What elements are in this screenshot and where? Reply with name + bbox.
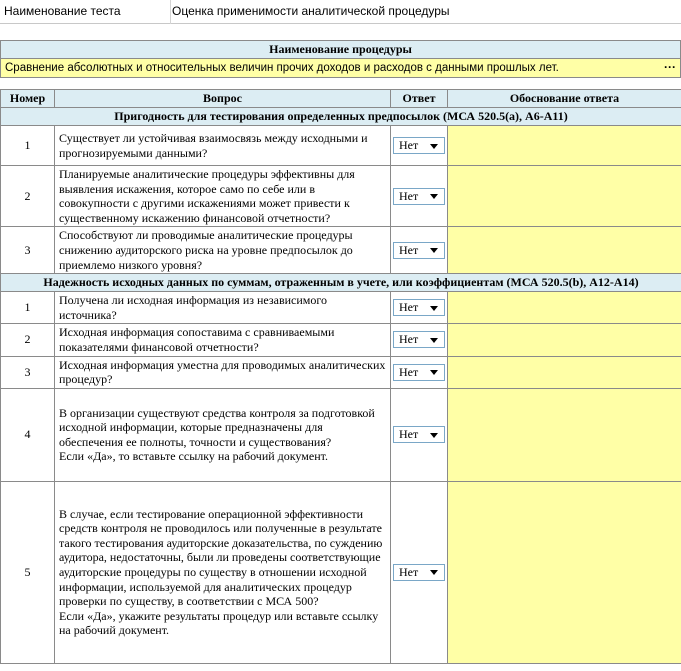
question-text: Исходная информация уместна для проводимых аналитических процедур? <box>55 356 391 388</box>
answer-dropdown[interactable] <box>393 242 445 259</box>
answer-cell <box>391 292 448 324</box>
table-row <box>1 292 681 324</box>
table-row <box>1 166 681 227</box>
chevron-down-icon[interactable] <box>430 248 438 253</box>
answer-dropdown-value: Нет <box>399 364 419 379</box>
test-name-label: Наименование теста <box>4 4 121 18</box>
question-text: В случае, если тестирование операционной эффективности средств контроля не проводилось или полученные в результате такого тестирования аудиторские доказательства, по суждению аудитора, недостаточны, были ли проведены соответствующие аудиторские процедуры по существу в отношении исходной информации, используемой для аналитических процедур проверки по существу, в соответствии с МСА 500? Если «Да», укажите результаты процедур или вставьте ссылку на рабочий документ. <box>55 481 391 663</box>
column-header-number: Номер <box>1 90 55 108</box>
answer-dropdown-value: Нет <box>399 188 419 203</box>
answer-dropdown-value: Нет <box>399 332 419 347</box>
table-row <box>1 227 681 274</box>
procedure-header: Наименование процедуры <box>0 40 681 59</box>
test-name-divider <box>170 0 171 24</box>
column-header-justification: Обоснование ответа <box>448 90 681 108</box>
answer-cell <box>391 324 448 356</box>
more-options-icon[interactable]: ··· <box>664 60 676 74</box>
row-number: 2 <box>1 166 55 227</box>
answer-dropdown[interactable] <box>393 364 445 381</box>
chevron-down-icon[interactable] <box>430 306 438 311</box>
question-text: Исходная информация сопоставима с сравниваемыми показателями финансовой отчетности? <box>55 324 391 356</box>
table-row <box>1 356 681 388</box>
question-text: Получена ли исходная информация из независимого источника? <box>55 292 391 324</box>
row-number: 3 <box>1 356 55 388</box>
row-number: 4 <box>1 388 55 481</box>
section-title: Надежность исходных данных по суммам, отраженным в учете, или коэффициентам (МСА 520.5(b), А12-А14) <box>1 274 681 292</box>
table-header-row <box>1 90 681 108</box>
chevron-down-icon[interactable] <box>430 144 438 149</box>
chevron-down-icon[interactable] <box>430 338 438 343</box>
justification-field[interactable] <box>448 388 681 481</box>
row-number: 1 <box>1 126 55 166</box>
answer-cell <box>391 481 448 663</box>
answer-dropdown[interactable] <box>393 426 445 443</box>
answer-cell <box>391 126 448 166</box>
table-row <box>1 481 681 663</box>
justification-field[interactable] <box>448 481 681 663</box>
table-row <box>1 324 681 356</box>
answer-dropdown-value: Нет <box>399 242 419 257</box>
table-row <box>1 126 681 166</box>
question-text: В организации существуют средства контроля за подготовкой исходной информации, которые предназначены для обеспечения ее полноты, точности и существования? Если «Да», то вставьте ссылку на рабочий документ. <box>55 388 391 481</box>
chevron-down-icon[interactable] <box>430 194 438 199</box>
question-text: Способствуют ли проводимые аналитические процедуры снижению аудиторского риска на уровне предпосылок до приемлемо низкого уровня? <box>55 227 391 274</box>
procedure-name-value: Сравнение абсолютных и относительных величин прочих доходов и расходов с данными прошлых лет. <box>5 62 559 74</box>
answer-dropdown[interactable] <box>393 137 445 154</box>
answer-cell <box>391 356 448 388</box>
justification-field[interactable] <box>448 324 681 356</box>
answer-dropdown[interactable] <box>393 299 445 316</box>
answer-cell <box>391 388 448 481</box>
row-number: 5 <box>1 481 55 663</box>
row-number: 2 <box>1 324 55 356</box>
answer-dropdown[interactable] <box>393 188 445 205</box>
column-header-question: Вопрос <box>55 90 391 108</box>
justification-field[interactable] <box>448 227 681 274</box>
justification-field[interactable] <box>448 292 681 324</box>
section-header-row <box>1 274 681 292</box>
test-name-value[interactable]: Оценка применимости аналитической процедуры <box>172 4 450 18</box>
answer-dropdown-value: Нет <box>399 138 419 152</box>
answer-dropdown-value: Нет <box>399 564 419 579</box>
justification-field[interactable] <box>448 356 681 388</box>
row-number: 3 <box>1 227 55 274</box>
justification-field[interactable] <box>448 166 681 227</box>
section-title: Пригодность для тестирования определенных предпосылок (МСА 520.5(а), А6-А11) <box>1 108 681 126</box>
section-header-row <box>1 108 681 126</box>
table-row <box>1 388 681 481</box>
column-header-answer: Ответ <box>391 90 448 108</box>
answer-dropdown[interactable] <box>393 331 445 348</box>
answer-dropdown-value: Нет <box>399 300 419 315</box>
chevron-down-icon[interactable] <box>430 433 438 438</box>
chevron-down-icon[interactable] <box>430 570 438 575</box>
question-text: Планируемые аналитические процедуры эффективны для выявления искажения, которое само по себе или в совокупности с другими искажениями может привести к существенному искажению финансовой отчетности? <box>55 166 391 227</box>
answer-cell <box>391 166 448 227</box>
procedure-name-field[interactable] <box>0 59 681 78</box>
row-number: 1 <box>1 292 55 324</box>
chevron-down-icon[interactable] <box>430 370 438 375</box>
answer-cell <box>391 227 448 274</box>
question-text: Существует ли устойчивая взаимосвязь между исходными и прогнозируемыми данными? <box>55 126 391 166</box>
answer-dropdown[interactable] <box>393 564 445 581</box>
answer-dropdown-value: Нет <box>399 427 419 442</box>
justification-field[interactable] <box>448 126 681 166</box>
questions-table <box>0 89 681 664</box>
